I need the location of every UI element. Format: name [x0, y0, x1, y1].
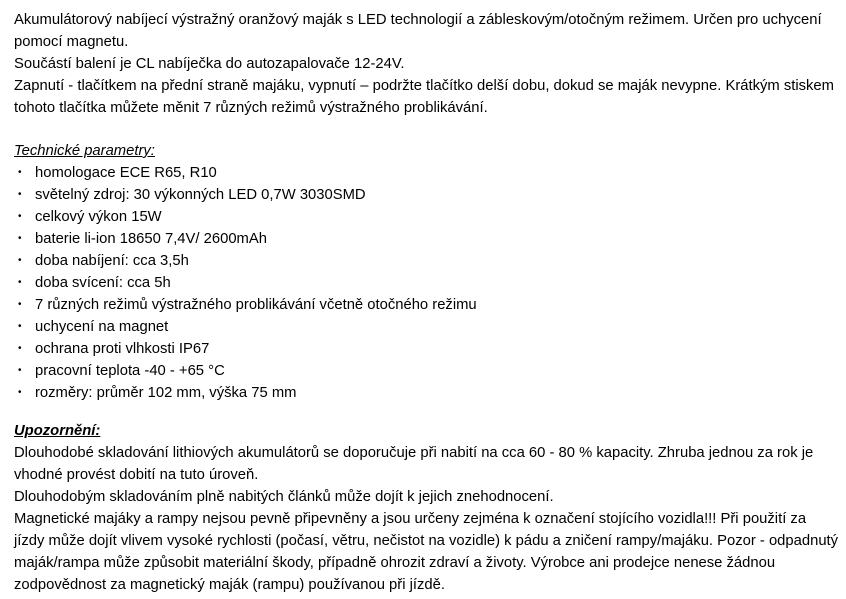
bullet-icon: • — [18, 343, 22, 354]
spec-item-text: 7 různých režimů výstražného problikávání včetně otočného režimu — [35, 297, 477, 313]
intro-paragraph-3: Zapnutí - tlačítkem na přední straně majáku, vypnutí – podržte tlačítko delší dobu, dokud se maják nevypne. Krátkým stiskem tohoto tlačítka můžete měnit 7 různých režimů výstražného problikávání. — [14, 78, 834, 116]
spec-item — [14, 272, 840, 294]
spec-item-text: baterie li-ion 18650 7,4V/ 2600mAh — [35, 231, 267, 247]
spec-item-text: homologace ECE R65, R10 — [35, 165, 217, 181]
bullet-icon: • — [18, 189, 22, 200]
spec-item-text: celkový výkon 15W — [35, 209, 162, 225]
spec-item-text: rozměry: průměr 102 mm, výška 75 mm — [35, 385, 297, 401]
spec-item-text: světelný zdroj: 30 výkonných LED 0,7W 3030SMD — [35, 187, 366, 203]
bullet-icon: • — [18, 387, 22, 398]
bullet-icon: • — [18, 255, 22, 266]
bullet-icon: • — [18, 299, 22, 310]
spec-item — [14, 250, 840, 272]
spec-item-text: uchycení na magnet — [35, 319, 169, 335]
spec-item — [14, 316, 840, 338]
specs-list — [14, 162, 840, 404]
spec-item — [14, 184, 840, 206]
bullet-icon: • — [18, 321, 22, 332]
bullet-icon: • — [18, 365, 22, 376]
bullet-icon: • — [18, 277, 22, 288]
specs-heading: Technické parametry: — [14, 143, 155, 159]
intro-paragraph-1: Akumulátorový nabíjecí výstražný oranžový maják s LED technologií a zábleskovým/otočným režimem. Určen pro uchycení pomocí magnetu. — [14, 12, 822, 50]
spec-item-text: pracovní teplota -40 - +65 °C — [35, 363, 225, 379]
spec-item-text: doba nabíjení: cca 3,5h — [35, 253, 189, 269]
spec-item-text: doba svícení: cca 5h — [35, 275, 171, 291]
warning-paragraph-3: Magnetické majáky a rampy nejsou pevně připevněny a jsou určeny zejména k označení stojícího vozidla!!! Při použití za jízdy může dojít vlivem vysoké rychlosti (počasí, větru, nečistot na vozidle) k pádu a zničení rampy/majáku. Pozor - odpadnutý maják/rampa může způsobit materiální škody, případně ohrozit zdraví a životy. Výrobce ani prodejce nenese žádnou zodpovědnost za magnetický maják (rampu) používanou při jízdě. — [14, 511, 839, 593]
bullet-icon: • — [18, 233, 22, 244]
spec-item-text: ochrana proti vlhkosti IP67 — [35, 341, 210, 357]
spec-item — [14, 228, 840, 250]
warning-heading: Upozornění: — [14, 423, 101, 439]
spec-item — [14, 206, 840, 228]
spec-item — [14, 382, 840, 404]
spec-item — [14, 294, 840, 316]
spec-item — [14, 338, 840, 360]
warning-paragraph-1: Dlouhodobé skladování lithiových akumulátorů se doporučuje při nabití na cca 60 - 80 % kapacity. Zhruba jednou za rok je vhodné provést dobití na tuto úroveň. — [14, 445, 814, 483]
bullet-icon: • — [18, 211, 22, 222]
warning-paragraph-2: Dlouhodobým skladováním plně nabitých článků může dojít k jejich znehodnocení. — [14, 489, 554, 505]
intro-paragraph-2: Součástí balení je CL nabíječka do autozapalovače 12-24V. — [14, 56, 405, 72]
spec-item — [14, 360, 840, 382]
bullet-icon: • — [18, 167, 22, 178]
spec-item — [14, 162, 840, 184]
